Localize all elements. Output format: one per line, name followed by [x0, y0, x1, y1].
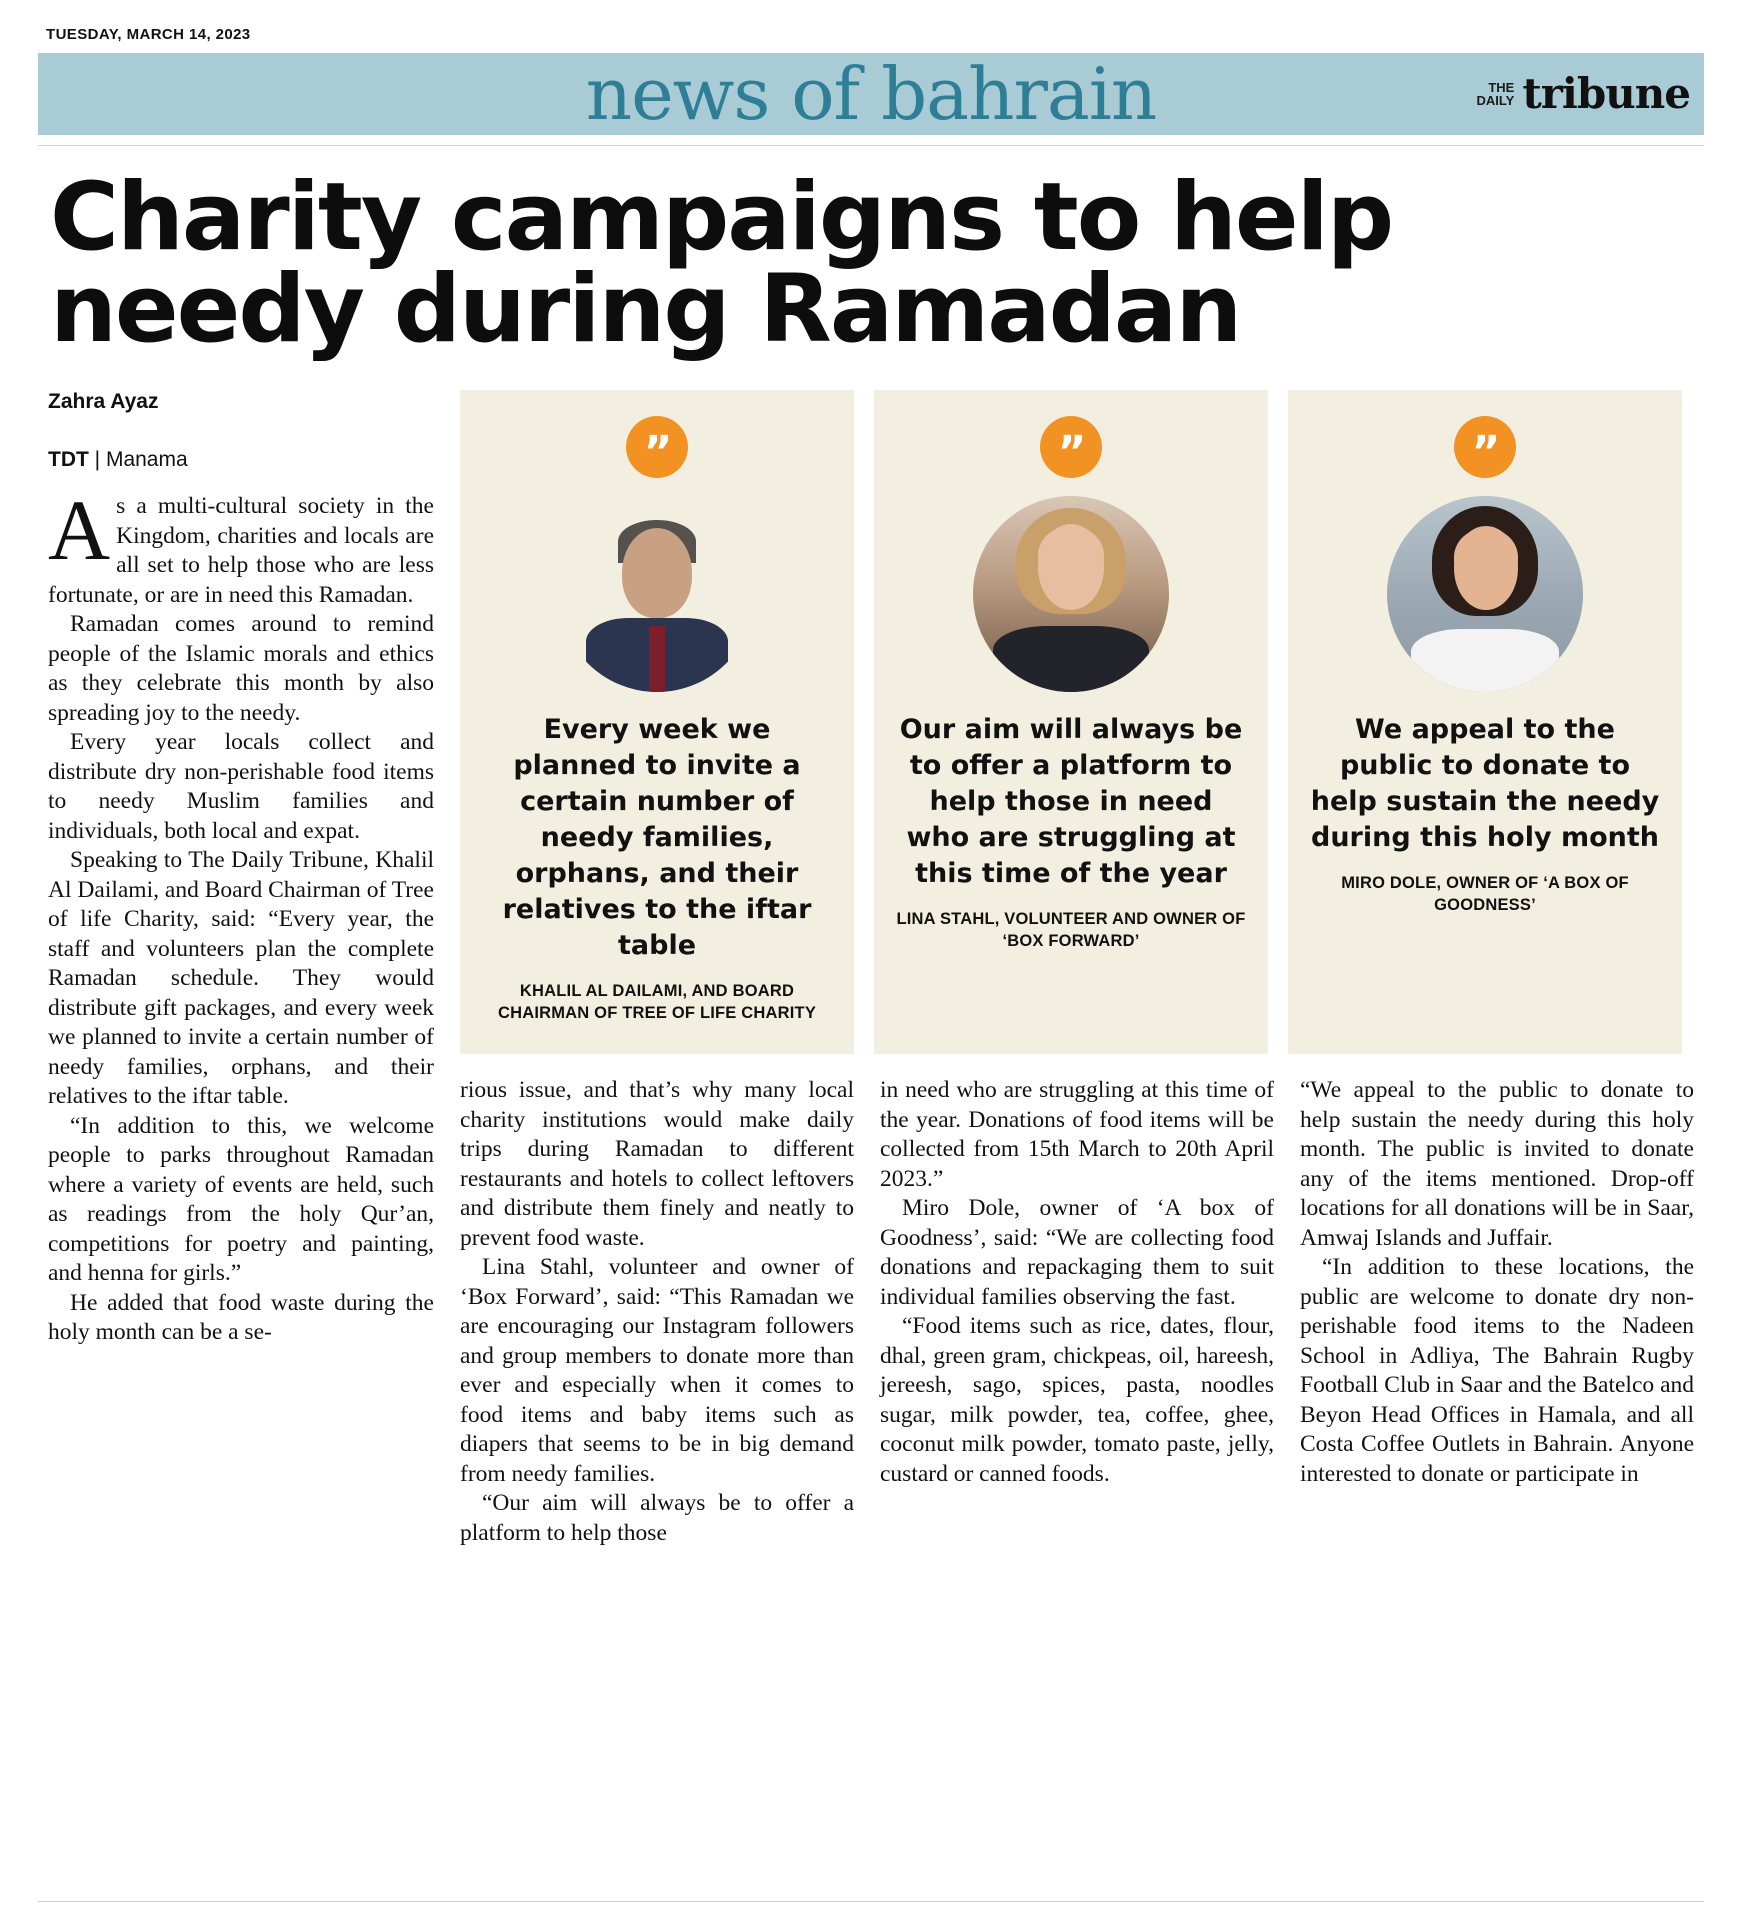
paragraph: “In addition to these locations, the public are welcome to donate dry non-perishable food items to the Nadeen School in Adliya, The Bahrain Rugby Football Club in Saar and the Batelco and Beyon Head Offices in Hamala, and all Costa Coffee Outlets in Bahrain. Anyone interested to donate or participate in — [1300, 1254, 1694, 1487]
quote-mark-icon: ” — [1454, 416, 1516, 478]
quote-attribution: MIRO DOLE, OWNER OF ‘A BOX OF GOODNESS’ — [1341, 874, 1629, 915]
cards-and-text — [460, 390, 1694, 1548]
page-title: Charity campaigns to help needy during Ramadan — [50, 163, 1393, 365]
quote-card — [460, 390, 854, 1054]
quote-card — [874, 390, 1268, 1054]
quote-mark-icon: ” — [626, 416, 688, 478]
quote-text: Every week we planned to invite a certain number of needy families, orphans, and their relatives to the iftar table — [502, 714, 812, 962]
dropcap: A — [48, 482, 111, 579]
byline-author: Zahra Ayaz — [48, 390, 159, 414]
column-3 — [880, 1076, 1274, 1548]
portrait-graphic — [1387, 496, 1583, 692]
paragraph: “In addition to this, we welcome people to parks throughout Ramadan where a variety of events are held, such as readings from the holy Qur’an, competitions for poetry and painting, and henna for girls.” — [48, 1112, 434, 1287]
portrait-graphic — [973, 496, 1169, 692]
masthead — [38, 53, 1704, 135]
quote-text: Our aim will always be to offer a platform to help those in need who are struggling at this time of the year — [899, 714, 1243, 890]
dateline: TUESDAY, MARCH 14, 2023 — [46, 26, 251, 43]
lower-columns — [460, 1076, 1694, 1548]
quote-mark-icon: ” — [1040, 416, 1102, 478]
quote-attribution: KHALIL AL DAILAMI, AND BOARD CHAIRMAN OF TREE OF LIFE CHARITY — [497, 982, 817, 1023]
portrait-image — [559, 496, 755, 692]
paragraph: Lina Stahl, volunteer and owner of ‘Box Forward’, said: “This Ramadan we are encouraging our Instagram followers and group members to donate more than ever and especially when it comes to food items and baby items such as diapers that seems to be in big demand from needy families. — [460, 1254, 854, 1487]
brand-small-text — [1477, 81, 1515, 107]
column-2 — [460, 1076, 854, 1548]
brand-main-text: tribune — [1522, 69, 1690, 118]
paragraph: Speaking to The Daily Tribune, Khalil Al Dailami, and Board Chairman of Tree of life Charity, said: “Every year, the staff and volunteers plan the complete Ramadan schedule. They would distribute gift packages, and every week we planned to invite a certain number of needy families, orphans, and their relatives to the iftar table. — [48, 847, 434, 1110]
masthead-divider — [38, 145, 1704, 146]
column-1 — [48, 390, 434, 1348]
quote-card-row — [460, 390, 1694, 1054]
portrait-graphic — [559, 496, 755, 692]
byline-outlet-location — [48, 448, 434, 472]
paragraph: Ramadan comes around to remind people of the Islamic morals and ethics as they celebrate this month by also spreading joy to the needy. — [48, 611, 434, 726]
byline-outlet: TDT — [48, 448, 89, 472]
paragraph: “Food items such as rice, dates, flour, dhal, green gram, chickpeas, oil, hareesh, jereesh, sago, spices, pasta, noodles sugar, milk powder, tea, coffee, ghee, coconut milk powder, tomato paste, jelly, custard or canned foods. — [880, 1313, 1274, 1487]
portrait-image — [1387, 496, 1583, 692]
paragraph: “We appeal to the public to donate to help sustain the needy during this holy month. The public is invited to donate any of the items mentioned. Drop-off locations for all donations will be in Saar, Amwaj Islands and Juffair. — [1300, 1077, 1694, 1251]
quote-attribution: LINA STAHL, VOLUNTEER AND OWNER OF ‘BOX FORWARD’ — [896, 910, 1246, 951]
paragraph: in need who are struggling at this time of the year. Donations of food items will be collected from 15th March to 20th April 2023.” — [880, 1077, 1274, 1192]
masthead-brand — [1476, 69, 1690, 118]
top-area — [38, 390, 1704, 1548]
brand-line1: THE — [1488, 80, 1515, 95]
quote-card — [1288, 390, 1682, 1054]
paragraph: “Our aim will always be to offer a platform to help those — [460, 1490, 854, 1546]
quote-text: We appeal to the public to donate to help sustain the needy during this holy month — [1310, 714, 1660, 854]
byline-separator: | — [88, 448, 106, 472]
portrait-image — [973, 496, 1169, 692]
byline-location: Manama — [105, 448, 188, 472]
masthead-title: news of bahrain — [585, 52, 1157, 136]
paragraph: Miro Dole, owner of ‘A box of Goodness’, said: “We are collecting food donations and repackaging them to suit individual families observing the fast. — [880, 1195, 1274, 1310]
brand-line2: DAILY — [1476, 93, 1515, 108]
paragraph: rious issue, and that’s why many local charity institutions would make daily trips during Ramadan to different restaurants and hotels to collect leftovers and distribute them finely and neatly to prevent food waste. — [460, 1077, 854, 1251]
column-4 — [1300, 1076, 1694, 1548]
paragraph-text: s a multi-cultural society in the Kingdom, charities and locals are all set to help those who are less fortunate, or are in need this Ramadan. — [48, 493, 434, 608]
paragraph — [48, 482, 434, 610]
footer-divider — [38, 1901, 1704, 1902]
paragraph: He added that food waste during the holy month can be a se- — [48, 1289, 434, 1346]
paragraph: Every year locals collect and distribute dry non-perishable food items to needy Muslim families and individuals, both local and expat. — [48, 729, 434, 844]
